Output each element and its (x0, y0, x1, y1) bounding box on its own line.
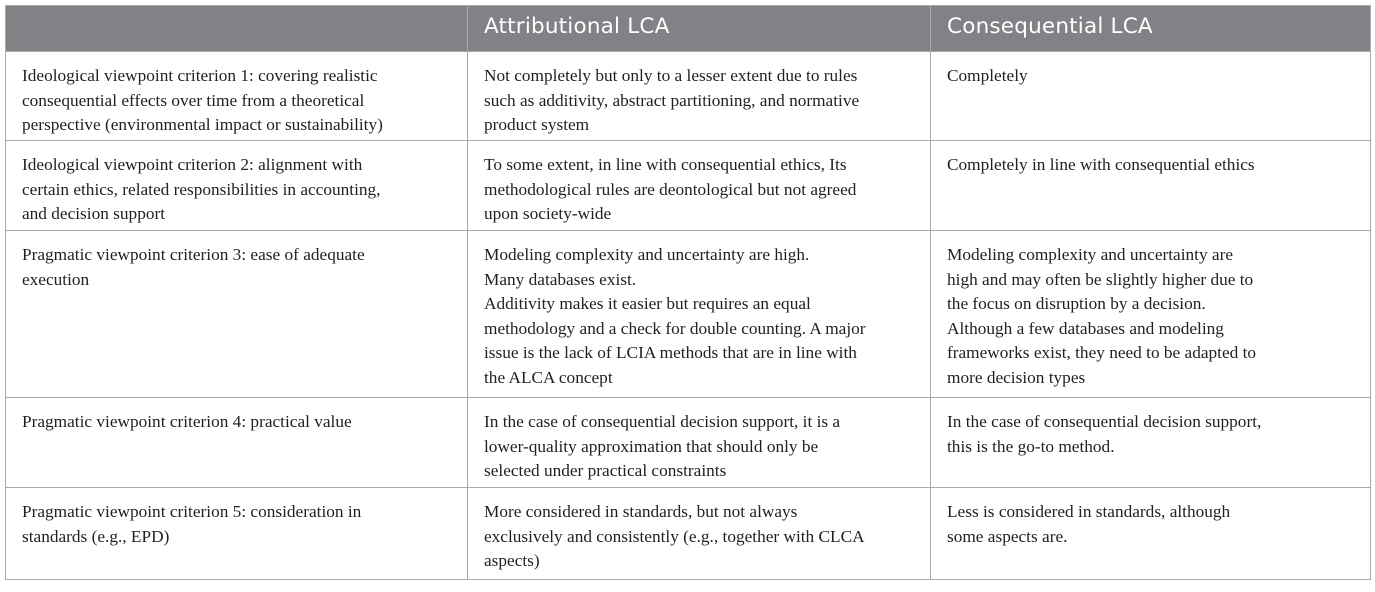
table-row (6, 488, 1371, 580)
comparison-table (5, 5, 1371, 580)
attributional-cell (468, 141, 931, 231)
table-row (6, 141, 1371, 231)
cell-line: such as additivity, abstract partitioning, and normative (484, 90, 860, 110)
consequential-cell (931, 141, 1371, 231)
header-row (6, 6, 1371, 52)
cell-line: Many databases exist. (484, 269, 637, 289)
attributional-cell (468, 398, 931, 488)
cell-line: In the case of consequential decision support, it is a (484, 412, 841, 431)
cell-line: more decision types (947, 367, 1086, 387)
cell-line: the ALCA concept (484, 367, 613, 387)
cell-line: certain ethics, related responsibilities in accounting, (22, 179, 381, 199)
criterion-cell (6, 52, 468, 141)
consequential-cell (931, 488, 1371, 580)
cell-line: Modeling complexity and uncertainty are (947, 245, 1234, 264)
cell-line: Not completely but only to a lesser extent due to rules (484, 66, 858, 85)
cell-line: aspects) (484, 551, 540, 570)
cell-line: Completely (947, 66, 1028, 85)
table-row (6, 52, 1371, 141)
table-row (6, 231, 1371, 398)
cell-line: Less is considered in standards, although (947, 502, 1231, 521)
header-criterion (6, 6, 468, 52)
cell-line: some aspects are. (947, 526, 1068, 546)
cell-line: Although a few databases and modeling (947, 318, 1224, 338)
header-consequential-lca: Consequential LCA (931, 6, 1371, 52)
cell-line: lower-quality approximation that should only be (484, 436, 819, 456)
cell-line: Ideological viewpoint criterion 1: covering realistic (22, 66, 378, 85)
cell-line: consequential effects over time from a theoretical (22, 90, 365, 110)
cell-line: Completely in line with consequential ethics (947, 155, 1255, 174)
header-attributional-lca: Attributional LCA (468, 6, 931, 52)
cell-line: high and may often be slightly higher due to (947, 269, 1254, 289)
attributional-cell (468, 52, 931, 141)
cell-line: To some extent, in line with consequential ethics, Its (484, 155, 847, 174)
cell-line: exclusively and consistently (e.g., together with CLCA (484, 526, 865, 546)
cell-line: standards (e.g., EPD) (22, 526, 170, 546)
cell-line: Pragmatic viewpoint criterion 4: practical value (22, 412, 352, 431)
cell-line: Additivity makes it easier but requires an equal (484, 294, 811, 313)
cell-line: methodology and a check for double counting. A major (484, 318, 866, 338)
cell-line: upon society-wide (484, 204, 612, 223)
cell-line: perspective (environmental impact or sustainability) (22, 115, 383, 134)
consequential-cell (931, 52, 1371, 141)
cell-line: this is the go-to method. (947, 436, 1115, 456)
consequential-cell (931, 398, 1371, 488)
cell-line: frameworks exist, they need to be adapted to (947, 343, 1257, 362)
cell-line: issue is the lack of LCIA methods that are in line with (484, 343, 857, 362)
cell-line: the focus on disruption by a decision. (947, 294, 1206, 313)
cell-line: More considered in standards, but not always (484, 502, 798, 521)
cell-line: product system (484, 115, 590, 134)
attributional-cell (468, 488, 931, 580)
table-row (6, 398, 1371, 488)
criterion-cell (6, 398, 468, 488)
consequential-cell (931, 231, 1371, 398)
criterion-cell (6, 231, 468, 398)
cell-line: In the case of consequential decision support, (947, 412, 1262, 431)
cell-line: and decision support (22, 204, 166, 223)
cell-line: Ideological viewpoint criterion 2: alignment with (22, 155, 363, 174)
cell-line: Pragmatic viewpoint criterion 3: ease of adequate (22, 245, 365, 264)
cell-line: methodological rules are deontological but not agreed (484, 179, 857, 199)
cell-line: Modeling complexity and uncertainty are high. (484, 245, 810, 264)
cell-line: execution (22, 269, 90, 289)
attributional-cell (468, 231, 931, 398)
cell-line: Pragmatic viewpoint criterion 5: consideration in (22, 502, 362, 521)
criterion-cell (6, 141, 468, 231)
cell-line: selected under practical constraints (484, 461, 727, 480)
criterion-cell (6, 488, 468, 580)
